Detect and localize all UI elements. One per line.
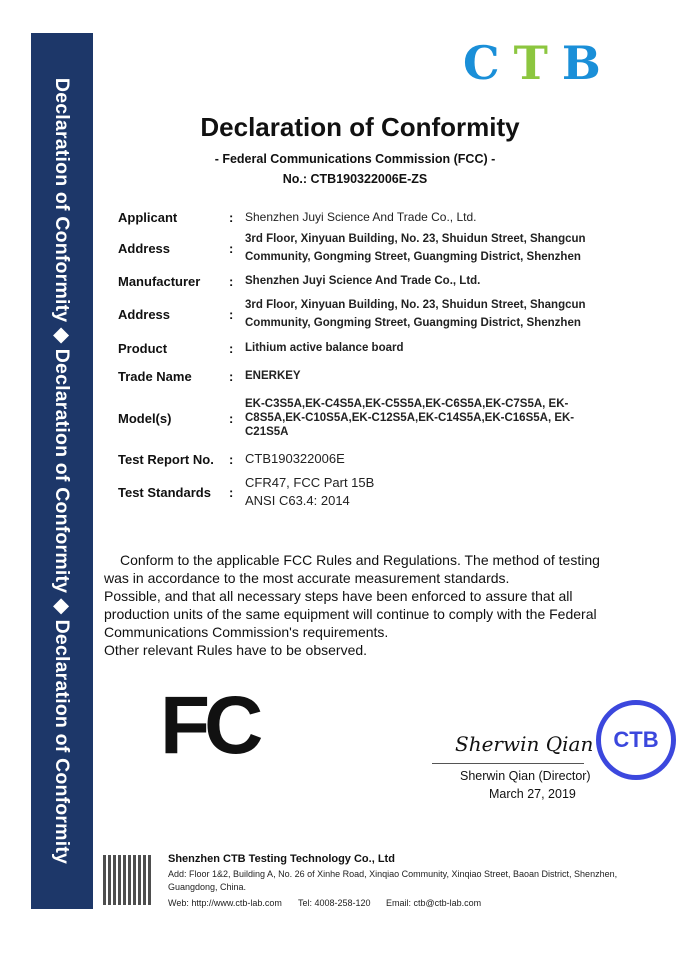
value-product: Lithium active balance board [245,342,404,354]
label-address: Address [118,306,171,322]
colon: : [229,273,234,289]
sidebar-text: Declaration of Conformity ◆ Declaration of Conformity ◆ Declaration of Conformity [51,77,73,865]
colon: : [229,368,234,384]
signature-date: March 27, 2019 [489,787,576,801]
fcc-logo: FC [160,680,258,771]
field-row-models [118,390,610,446]
value-address: 3rd Floor, Xinyuan Building, No. 23, Shuidun Street, Shangcun Community, Gongming Street, Guangming District, Shenzhen [245,233,586,263]
value-manufacturer: Shenzhen Juyi Science And Trade Co., Ltd. [245,275,481,287]
footer-email: Email: ctb@ctb-lab.com [386,898,482,908]
page-title: Declaration of Conformity [200,112,520,142]
label-manufacturer: Manufacturer [118,273,201,289]
paragraph-conform: Conform to the applicable FCC Rules and Regulations. The method of testing was in accordance to the most accurate measurement standards. [104,552,600,586]
body-paragraphs [104,551,624,659]
value-applicant: Shenzhen Juyi Science And Trade Co., Ltd. [245,210,477,224]
signature: Sherwin Qian [455,732,594,756]
field-row-applicant [118,206,610,228]
qr-code [103,855,153,905]
paragraph-other: Other relevant Rules have to be observed. [104,642,368,658]
label-trade-name: Trade Name [118,368,192,384]
value-address: 3rd Floor, Xinyuan Building, No. 23, Shuidun Street, Shangcun Community, Gongming Street, Guangming District, Shenzhen [245,299,586,329]
colon: : [229,484,234,500]
label-models: Model(s) [118,410,172,426]
value-test-standards: CFR47, FCC Part 15B [245,475,375,490]
footer-company: Shenzhen CTB Testing Technology Co., Ltd [168,853,395,865]
value-test-standards-2: ANSI C63.4: 2014 [245,493,350,508]
colon: : [229,209,234,225]
fields-table [118,206,610,512]
label-test-report: Test Report No. [118,451,214,467]
field-row-trade-name [118,362,610,390]
field-row-product [118,334,610,362]
field-row-test-report [118,446,610,472]
field-row-address [118,228,610,268]
label-applicant: Applicant [118,209,178,225]
paragraph-possible: Possible, and that all necessary steps have been enforced to assure that all production units of the same equipment will continue to comply with the Federal Communications Commission's requirements. [104,588,597,640]
label-product: Product [118,340,168,356]
ctb-logo: CTB [463,36,615,90]
signer-name: Sherwin Qian (Director) [460,769,591,783]
field-row-manufacturer [118,268,610,294]
colon: : [229,410,234,426]
field-row-address [118,294,610,334]
colon: : [229,340,234,356]
subtitle: - Federal Communications Commission (FCC) - [214,152,496,166]
colon: : [229,451,234,467]
label-address: Address [118,240,171,256]
colon: : [229,240,234,256]
field-row-test-standards [118,472,610,512]
footer-web: Web: http://www.ctb-lab.com [168,898,282,908]
label-test-standards: Test Standards [118,484,211,500]
footer-tel: Tel: 4008-258-120 [298,898,371,908]
value-trade-name: ENERKEY [245,370,301,382]
certificate-number: No.: CTB190322006E-ZS [282,172,428,186]
value-models: EK-C3S5A,EK-C4S5A,EK-C5S5A,EK-C6S5A,EK-C7S5A, EK-C8S5A,EK-C10S5A,EK-C12S5A,EK-C14S5A,EK-C16S5A, EK-C21S5A [245,398,575,438]
company-stamp: CTB [596,700,676,780]
value-test-report: CTB190322006E [245,451,345,466]
colon: : [229,306,234,322]
signature-line [432,763,584,764]
footer-address: Add: Floor 1&2, Building A, No. 26 of Xinhe Road, Xinqiao Community, Xinqiao Street, Baoan District, Shenzhen, Guangdong, China. [168,869,618,892]
